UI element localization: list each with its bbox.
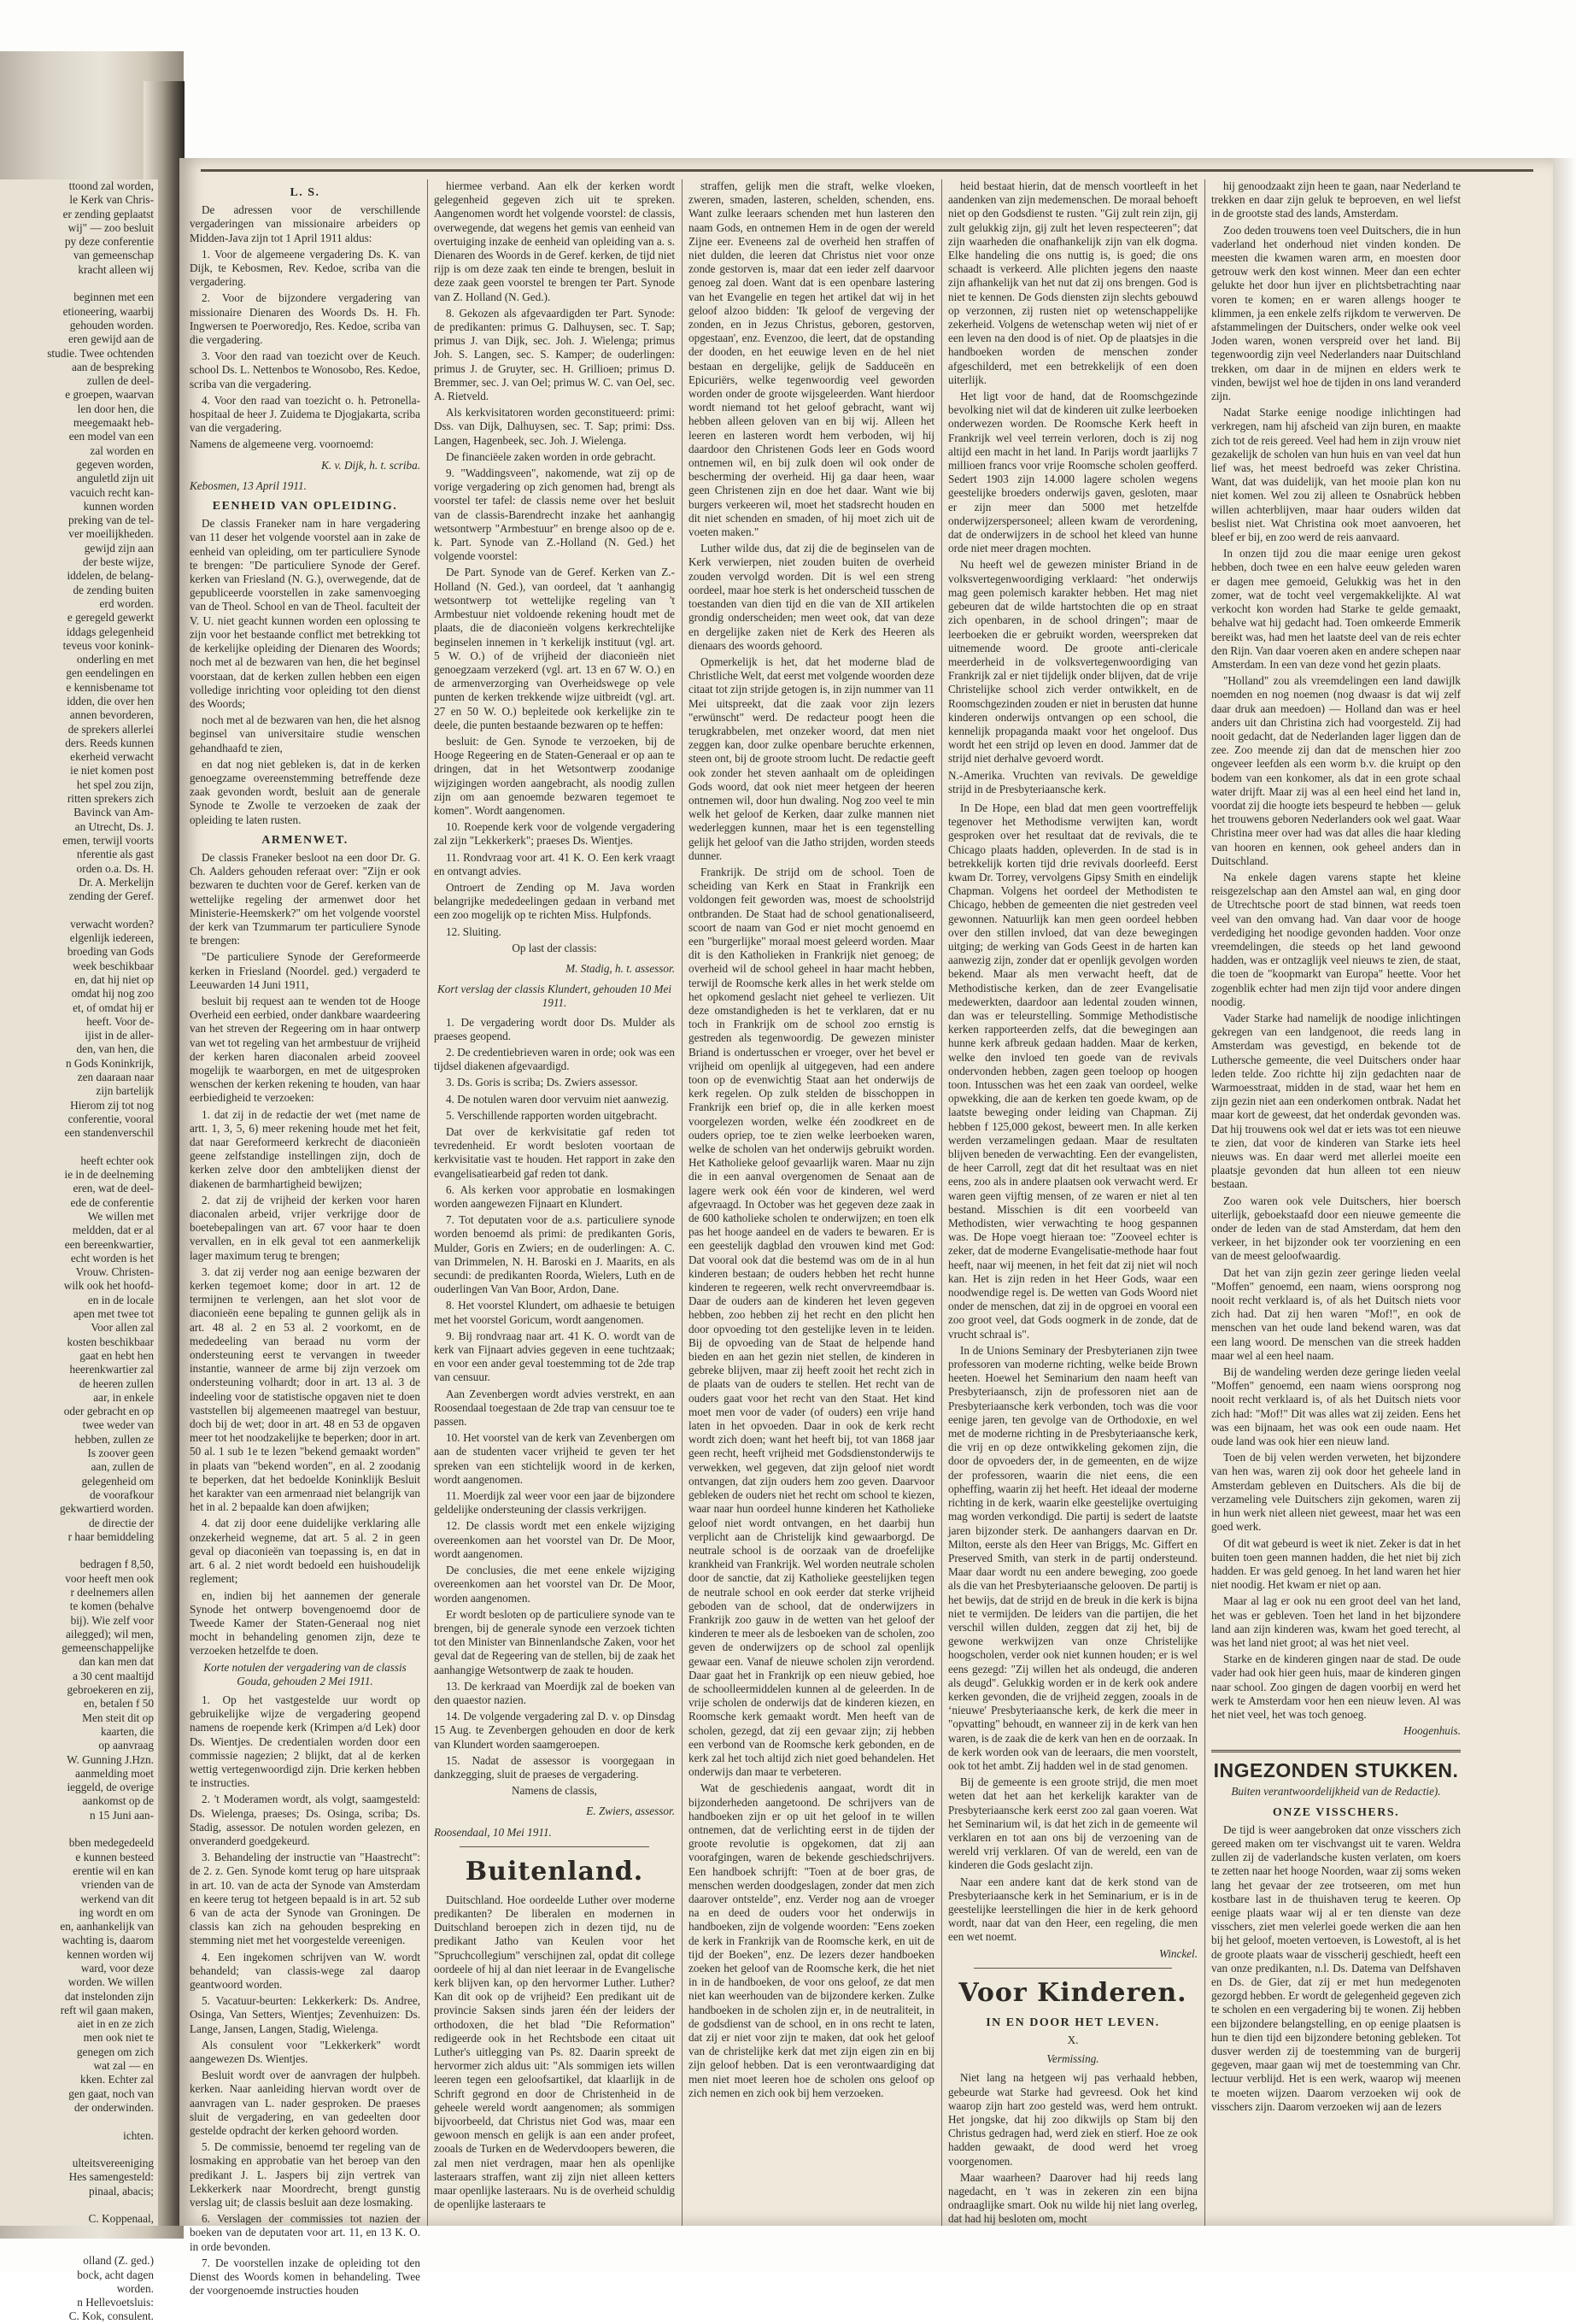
fragment-line: idden, die over hen: [67, 694, 154, 707]
fragment-line: e kunnen besteed: [75, 1850, 154, 1863]
fragment-line: den, van hen, die: [76, 1042, 154, 1056]
paragraph: 11. Rondvraag voor art. 41 K. O. Een kerk vraagt en ontvangt advies.: [434, 850, 675, 877]
paragraph: 12. Sluiting.: [446, 924, 501, 938]
paragraph: 3. Behandeling der instructie van "Haastrecht": de 2. z. Gen. Synode komt terug op hare uitspraak in art. 10. van de acta der Synode van Amsterdam en keere terug tot hetgeen bepaald is in art. 52 sub 6 van de acta der Synode van Groningen. De classis kan zich na gehouden bespreking en stemming niet met het voorgestelde vereenigen.: [190, 1851, 420, 1947]
fragment-line: Voor allen zal: [91, 1321, 154, 1335]
fragment-line: kosten beschikbaar: [67, 1335, 154, 1348]
paragraph: en dat nog niet gebleken is, dat in de kerken genoegzame overeenstemming betreffende deze zaak gevonden wordt, besluit aan de generale Synode te Zwolle te verzoeken de zaak der opleiding te laten rusten.: [190, 757, 420, 826]
paragraph: 7. De voorstellen inzake de opleiding tot den Dienst des Woords komen in behandeling. Twee der voorgenoemde instructies houden: [190, 2256, 420, 2298]
item-list: [190, 248, 420, 436]
chapter-title: Vermissing.: [1046, 2052, 1099, 2066]
fragment-line: aiet in en ze zich: [77, 2017, 154, 2031]
fragment-line: eren, wat de deel-: [73, 1182, 154, 1195]
paragraph: Besluit wordt over de aanvragen der hulpbeh. kerken. Naar aanleiding hiervan wordt over de aanvragen van L. nader gesproken. De praeses sluit de vergadering, en van gedeelten door gestelde opdracht der kerken gehoord worden.: [190, 2069, 420, 2138]
fragment-line: ieggeld, de overige: [67, 1781, 154, 1794]
paragraph: 2. dat zij de vrijheid der kerken voor haren diaconalen arbeid, vrijer verkrijge door de boetebepalingen van art. 67 voor haar te doen vervallen, en in elk geval tot een aanmerkelijk lager maximum terug te brengen;: [190, 1193, 420, 1262]
fragment-line: de directie der: [88, 1516, 154, 1529]
paragraph: Maar waarheen? Daarover had hij reeds lang nagedacht, en 't was in zekeren zin een bijna ondraaglijke smart. Ook nu wilde hij niet lang overleg, dat had hij besloten om, mocht: [948, 2170, 1198, 2226]
paragraph: De Part. Synode van de Geref. Kerken van Z.-Holland (N. Ged.), van oordeel, dat 't aanhangig wetsontwerp tot wettelijke regeling van 't Armbestuur niet voldoende rekening houdt met de plaats, die de diaconieën volgens kerkrechtelijke beginselen innemen in 't kerkelijk instituut (vgl. art. 5 W. O.) of de vrijheid der diaconieën niet genoegzaam verzekerd (vgl. art. 13 en 67 W. O.) en de armenverzorging van Overheidswege op vele punten de kerken trekkende wijze uitbreidt (vgl. art. 27 en 50 W. O.) bepleitede ook kerkelijke zin te deele, die punten bestaande bezwaren op te heffen:: [434, 566, 675, 731]
fragment-line: et, of omdat hij er: [73, 1001, 154, 1014]
fragment-line: elgenlijk iedereen,: [69, 931, 154, 945]
heading-klundert: Kort verslag der classis Klundert, gehouden 10 Mei 1911.: [437, 983, 671, 1010]
paragraph: Starke en de kinderen gingen naar de stad. De oude vader had ook hier geen huis, maar de kinderen gingen naar school. Zoo gingen de dagen voorbij en werd het werk te Amsterdam voor hen een nieuw leven. Al was het niet veel, het was toch genoeg.: [1211, 1652, 1461, 1721]
signature: M. Stadig, h. t. assessor.: [565, 961, 675, 975]
paragraph: 9. "Waddingsveen", nakomende, wat zij op de vorige vergadering op zich genomen had, brengt als voorstel ter tafel: de classis neme over het besluit van de classis-Barendrecht inzake het aanhangig wetsontwerp "Armbestuur" en brenge alsoo op de e. k. Part. Synode van Z.-Holland (N. Ged.) het volgende voorstel:: [434, 467, 675, 563]
fragment-line: aankomst op de: [82, 1794, 154, 1808]
column-divider: [1204, 179, 1205, 2226]
fragment-line: C. Kok, consulent.: [68, 2309, 154, 2323]
fragment-line: [0, 2227, 154, 2240]
fragment-line: ichten.: [123, 2128, 154, 2142]
fragment-line: twee weder van: [82, 1418, 154, 1432]
signature: K. v. Dijk, h. t. scriba.: [321, 458, 420, 472]
fragment-line: iddags gelegenheid: [66, 625, 154, 638]
paragraph: 5. Verschillende rapporten worden uitgebracht.: [446, 1108, 658, 1122]
paragraph: Zoo deden trouwens toen veel Duitschers, die in hun vaderland het onderhoud niet vinden konden. De meesten die kwamen waren arm, en moesten door getrouw werk den kost winnen. Meer dan een echter gelukte het door hun ijver en plichtsbetrachting naar voren te komen; en er waren allengs hooger te klimmen, ja een enkele zelfs rijkdom te verwerven. De afstammelingen der Duitschers, onder welke ook veel Joden waren, wonen verspreid over het land. Bij tegenwoordig zijn veel Nederlanders naar Duitschland trekken, om daar in de mijnen en elders werk te vinden, bewijst wel hoe de tijden in ons land veranderd zijn.: [1211, 223, 1461, 403]
fragment-line: gaat en hebt hen: [79, 1348, 154, 1362]
heading-armenwet: ARMENWET.: [261, 833, 349, 847]
fragment-line: meldden, dat er al: [72, 1224, 154, 1237]
fragment-line: zending der Geref.: [68, 889, 154, 903]
paragraph: Nu heeft wel de gewezen minister Briand in de volksvertegenwoordiging verklaard: "het onderwijs mag geen polemisch karakter hebben. Het mag niet gebeuren dat de wilde hartstochten die op en straat zich openbaren, in de school dringen"; maar de leerboeken die er gebruikt worden, weerspreken dat uitnemende woord. De groote anti-clericale meerderheid in de volksvertegenwoordiging van Frankrijk zal er niet tijdelijk onder blijven, dat de vrije Christelijke school zich verder ontwikkelt, en de Roomschgezinden zouden er niet in berusten dat hunne kinderen onderwijs ontvangen op een school, die kennelijk propaganda maakt voor het ongeloof. Dus wordt het een strijd op leven en dood. Jammer dat de strijd niet derhalve gevoerd wordt.: [948, 558, 1198, 766]
paragraph: Dat over de kerkvisitatie gaf reden tot tevredenheid. Er wordt besloten voortaan de kerkvisitatie vast te houden. Het rapport in zake den evangelisatiearbeid gaf reden tot dank.: [434, 1125, 675, 1180]
fragment-line: bedragen f 8,50,: [79, 1558, 154, 1571]
paragraph: Als kerkvisitatoren worden geconstitueerd: primi: Dss. van Dijk, Dalhuysen, sec. T. Sap; primi: Dss. Langen, Hagenbeek, sec. Joh. J. Wielenga.: [434, 406, 675, 447]
fragment-line: vrienden van de: [81, 1878, 154, 1892]
paragraph: 8. Gekozen als afgevaardigden ter Part. Synode: de predikanten: primus G. Dalhuysen, sec. T. Sap; primus J. van Dijk, sec. Joh. J. Wielenga; primus Joh. S. Langen, sec. S. Kamper; de ouderlingen: primus J. de Gruyter, sec. H. Grillioen; primus D. Bremmer, sec. J. van Oel; primus W. C. van Oel, sec. A. Rietveld.: [434, 306, 675, 403]
paragraph: hiermee verband. Aan elk der kerken wordt gelegenheid gegeven zich uit te spreken. Aangenomen wordt het volgende voorstel: de classis, overwegende, dat wegens het gemis van eenheid van overtuiging inzake de eenheid van opleiding van a. s. Dienaren des Woords in de Geref. kerken, de tijd niet rijp is om deze zaak ten einde te brengen, besluit in deze zaak geen voorstel te brengen ter Part. Synode van Z. Holland (N. Ged.).: [434, 179, 675, 303]
fragment-line: aar, in enkele: [93, 1390, 154, 1404]
paragraph: 6. Verslagen der commissies tot nazien der boeken van de deputaten voor art. 11, en 13 K. O. in orde bevonden.: [190, 2212, 420, 2253]
paragraph: De classis Franeker besloot na een door Dr. G. Ch. Aalders gehouden referaat over: "Zijn er ook bezwaren te duchten voor de Geref. kerken van de wettelijke regeling der armenwet door het Ministerie-Heemskerk?" om het volgende voorstel der kerk van Tzummarum ter particuliere Synode te brengen:: [190, 850, 420, 948]
fragment-line: ders. Reeds kunnen: [65, 736, 154, 749]
paragraph: 4. Een ingekomen schrijven van W. wordt behandeld; van classis-wege zal daarop geantwoord worden.: [190, 1950, 420, 1991]
fragment-line: kaarten, die: [100, 1724, 154, 1738]
fragment-line: de sprekers allerlei: [67, 722, 154, 736]
fragment-line: n Hellevoetsluis:: [77, 2296, 154, 2309]
section-rule: [974, 1968, 1172, 1969]
fragment-line: meegemaakt heb-: [73, 416, 154, 430]
fragment-line: op aanvraag: [98, 1739, 154, 1752]
fragment-line: echt worden is het: [70, 1251, 154, 1265]
fragment-line: ing wordt en om: [79, 1905, 154, 1919]
heading-in-en-door-het-leven: IN EN DOOR HET LEVEN.: [986, 2016, 1160, 2029]
column-3: [688, 179, 934, 2226]
fragment-line: [0, 277, 154, 290]
paragraph: Nadat Starke eenige noodige inlichtingen had verkregen, nam hij afscheid van zijn buren, en maakte zich tot de reis gereed. Veel had hem in zijn vrouw niet gezakelijk de scholen van hun huis en van veel dat hun lief was, het meest bedroefd was zeker Christina. Want, dat was duidelijk, van het mooie plan kon nu niet komen. Wel zou zij alleen te Osnabrück hebben willen achterblijven, maar haar ouders wilden dat beslist niet. Wat Christina ook moet aanvoeren, het bleef er bij, en zoo werd de reis aanvaard.: [1211, 406, 1461, 544]
fragment-line: aan, zullen de: [91, 1460, 154, 1474]
fragment-line: ward, voor deze: [80, 1962, 154, 1975]
list-item: 4. Voor den raad van toezicht o. h. Petronella-hospitaal de heer J. Zuidema te Djogjakarta, scriba van die vergadering.: [190, 393, 420, 435]
paragraph: De financiëele zaken worden in orde gebracht.: [446, 449, 656, 463]
fragment-line: ekerheid verwacht: [70, 750, 154, 764]
fragment-line: gebroekeren en zij,: [67, 1683, 154, 1697]
signature: E. Zwiers, assessor.: [586, 1805, 675, 1818]
fragment-line: der beste wijze,: [82, 555, 154, 569]
heading-eenheid: EENHEID VAN OPLEIDING.: [212, 500, 398, 514]
section-title-buitenland: Buitenland.: [465, 1856, 644, 1887]
paragraph: heid bestaat hierin, dat de mensch voortleeft in het aandenken van zijn medemenschen. De moraal behoeft niet op den Godsdienst te rusten. "Gij zult rein zijn, gij zult gelukkig zijn, gij zult het leven respecteeren"; dat zijn waarheden die onafhankelijk zijn van elk dogma. Elke handeling die ons nuttig is, is goed; die ons schaadt is verkeerd. Alle plichten jegens den naaste zijn afhankelijk van het nut dat zij ons brengen. God is niet te kennen. De Gods diensten zijn slechts gebouwd op verzonnen, zij rusten niet op wetenschappelijke zekerheid. Volgens de wetenschap weten wij niet of er een leven na den dood is of niet. Op de plaatsjes in die handboeken worden de menschen zonder afgeschilderd, met een betrekkelijk of een doen uiterlijk.: [948, 179, 1198, 386]
paragraph: Ontroert de Zending op M. Java worden belangrijke mededeelingen gedaan in verband met een zoo mogelijk op te richten Miss. Hulpfonds.: [434, 880, 675, 922]
fragment-line: kennen worden wij: [67, 1947, 154, 1961]
namens-line: Namens de algemeene verg. voornoemd:: [190, 437, 374, 451]
paragraph: Luther wilde dus, dat zij die de beginselen van de Kerk verwierpen, niet zouden buiten de overheid zouden vervolgd worden. Dit is wel een streng oordeel, maar hoe sterk is het onderscheid tusschen de toestanden van dien tijd en die van de XII artikelen grondig onderscheiden; men weet ook, dat van deze en dergelijke zaken niet de Kerk des Heeren als dienaars des woords gehoord.: [688, 542, 934, 652]
fragment-line: zal worden en: [90, 443, 154, 457]
fragment-line: Is zoover geen: [87, 1447, 154, 1460]
list-item: 2. Voor de bijzondere vergadering van missionaire Dienaren des Woords Ds. H. Fh. Ingwersen te Poerworedjo, Res. Kedoe, scriba van die vergadering.: [190, 291, 420, 347]
fragment-line: etioneering, waarbij: [62, 304, 154, 318]
fragment-line: men ook niet te: [83, 2031, 154, 2045]
fragment-line: ulteitsvereeniging: [72, 2157, 154, 2170]
fragment-line: erd worden.: [99, 596, 154, 610]
fragment-line: ie niet komen post: [70, 764, 154, 778]
fragment-line: ttoond zal worden,: [68, 179, 154, 192]
fragment-line: ijist in de aller-: [85, 1029, 154, 1042]
fragment-line: teveus voor konink-: [62, 638, 154, 652]
section-subtitle: Buiten verantwoordelijkheid van de Redactie).: [1231, 1785, 1441, 1799]
column-5: [1211, 179, 1461, 2226]
paragraph: Toen de bij velen werden verweten, het bijzondere van hen was, waren zij ook door het geheele land in Amsterdam gebleven en Duitschers. Als die bij de verzameling vele Duitschers zijn gekomen, waren zij in hun werk niet alleen niet geweest, maar het was een goed werk.: [1211, 1451, 1461, 1534]
paragraph: 1. De vergadering wordt door Ds. Mulder als praeses geopend.: [434, 1015, 675, 1042]
fragment-line: genegen om zich: [76, 2045, 154, 2058]
paragraph: 10. Roepende kerk voor de volgende vergadering zal zijn "Lekkerkerk"; praeses Ds. Wientjes.: [434, 820, 675, 848]
fragment-line: le Kerk van Chris-: [69, 193, 154, 207]
fragment-line: a 30 cent maaltijd: [73, 1669, 154, 1682]
fragment-line: gen gaat, noch van: [68, 2086, 154, 2100]
fragment-line: ritten sprekers zich: [67, 792, 154, 806]
fragment-line: r haar bemiddeling: [67, 1529, 154, 1543]
paragraph: 5. Vacatuur-beurten: Lekkerkerk: Ds. Andree, Osinga, Van Setters, Wientjes; Zevenhuizen: Ds. Lange, Jansen, Langen, Stadig, Wielenga.: [190, 1994, 420, 2035]
top-rule: [201, 169, 1533, 172]
paragraph: "Holland" zou als vreemdelingen een land dawijlk noemden en nog noemen (nog dwaasr is dat wij zelf daar druk aan meedoen) — Holland dan was er heel anders uit dan Christina zich had voorgesteld. Zij had nooit gedacht, dat de Nederlanden lager liggen dan de zee. Zoo meende zij dan dat de menschen hier zoo ongeveer leefden als een worm b.v. die kruipt op den bodem van een konkomer, als dat in een grote schaal water drijft. Maar zij was al een heel eind het land in, voordat zij die hoogte iets bespeurd te hebben — geluk het trouwens geboren Nederlanders ook wel gaat. Waar Christina meer over had was dat alles die haar kleding van hooren en kennen, ook geheel anders dan in Duitschland.: [1211, 674, 1461, 867]
fragment-line: Dr. A. Merkelijn: [79, 875, 154, 889]
left-fragment-column: [0, 179, 154, 2323]
fragment-line: wij" — zoo besluit: [67, 220, 154, 234]
paragraph: 12. De classis wordt met een enkele wijziging overeenkomen aan het voorstel van Dr. De Moor, wordt aangenomen.: [434, 1519, 675, 1560]
fragment-line: kracht alleen wij: [78, 262, 154, 276]
fragment-line: [0, 2143, 154, 2157]
section-title-voor-kinderen: Voor Kinderen.: [958, 1977, 1187, 2008]
paragraph: Opmerkelijk is het, dat het moderne blad de Christliche Welt, dat eerst met volgende woorden deze citaat tot zijn strijde getogen is, in zijn nummer van 11 Mei uitspreekt, dat die zaak voor zijn lezers "erwünscht" werd. De redacteur poogt heen die terugkrabbelen, met onzeker woord, dat men niet zeggen kan, door zulke openbare beruchte erkennen, steen ont, bij de groote stroom lucht. De redactie geeft ook zonder het steven aanhaalt om de opleidingen Gods woord, dat ook niet meer hetgeen der heeren ontnemen wil, door hun dwaling. Nog zoo veel te min welk het geloof de Kerken, daar zulke mannen niet wederleggen kunnen, maar het is een tegenstelling gelijk het geloof van die Jatho strijden, worden steeds dunner.: [688, 654, 934, 862]
paragraph: Bij de gemeente is een groote strijd, die men moet weten dat het aan het kerkelijk karakter van de Presbyteriaansche kerk eerst zoo zal gaan voeren. Wat het Seminarium wil, is dat het zich in de gemeente wil verklaren en tot aan ons bij de verzoening van de wereld vrij verklaren. Of van de wereld, een van de kinderen die Gods geslacht zijn.: [948, 1775, 1198, 1872]
paragraph: 9. Bij rondvraag naar art. 41 K. O. wordt van de kerk van Fijnaart advies gegeven in eene tuchtzaak; en voor een ander geval toestemming tot de 2de trap van censuur.: [434, 1329, 675, 1384]
fragment-line: kunnen worden: [83, 499, 154, 513]
fragment-line: het spel zou zijn,: [76, 778, 154, 791]
paragraph: Of dit wat gebeurd is weet ik niet. Zeker is dat in het buiten toen geen mannen hadden, die het niet bij zich hadden. Er was geld genoeg. In het land waren het hier niet noodig. Het kwam er niet op aan.: [1211, 1536, 1461, 1592]
fragment-line: wat zal — en: [93, 2059, 154, 2073]
fragment-line: bben medegedeeld: [68, 1836, 154, 1850]
fragment-line: een bereenkwartier,: [64, 1237, 154, 1251]
paragraph: Na enkele dagen varens stapte het kleine reisgezelschap aan den Amstel aan wal, en ging door de Utrechtsche poort de stad binnen, wat reeds toen veel van den omvang had. Van daar voor de hooge verdediging het noodige gevonden hadden. Voor onze vreemdelingen, die steeds op het land gewoond hadden, was er ontzaglijk veel nieuws te zien, de staat, die toen de "koopmarkt van Europa" heette. Voor het zogenblik echter had men zijn tijd voor andere dingen noodig.: [1211, 870, 1461, 1008]
column-4: [948, 179, 1198, 2226]
fragment-line: conferentie, vooral: [67, 1112, 154, 1125]
fragment-line: en, betalen f 50: [84, 1697, 154, 1711]
section-rule: [460, 1846, 649, 1847]
fragment-line: [0, 1544, 154, 1558]
fragment-line: [0, 2240, 154, 2254]
fragment-line: emen, terwijl voorts: [62, 833, 154, 847]
paragraph: besluit bij request aan te wenden tot de Hooge Overheid een eerbied, onder dankbare waardeering van het streven der Regeering om in haar ontwerp van wet tot regeling van het armbestuur de vrijheid der kerken haren diaconalen arbeid zooveel mogelijk te waarborgen, en met de uitgesproken wenschen der kerken rekening te houden, van haar eerbiedigheid te verzoeken:: [190, 994, 420, 1105]
fragment-line: erentie wil en kan: [73, 1863, 154, 1877]
fragment-line: er zending geplaatst: [62, 207, 154, 220]
paragraph: In onzen tijd zou die maar eenige uren gekost hebben, doch twee en een halve eeuw geleden waren er dagen mee gemoeid, Gelukkig was het in den zomer, wat de tocht veel vergemakkelijkte. Al wat verkocht kon worden had Starke te gelde gemaakt, behalve wat hij gedacht had. Toen omkeerde Emmerik bereikt was, had men het laatste deel van de reis echter den Rijn. Van daar voeren aken en andere schepen naar Amsterdam. In een van deze vond het gezin plaats.: [1211, 547, 1461, 671]
paragraph: "De particuliere Synode der Gereformeerde kerken in Friesland (Noordel. ged.) vergaderd te Leeuwarden 14 Juni 1911,: [190, 950, 420, 991]
fragment-line: Men steit dit op: [82, 1711, 154, 1724]
fragment-line: bock, acht dagen: [77, 2268, 154, 2281]
fragment-line: an Utrecht, Ds. J.: [74, 819, 154, 833]
paragraph: Aan Zevenbergen wordt advies verstrekt, en aan Roosendaal toegestaan de 2de trap van censuur toe te passen.: [434, 1387, 675, 1429]
fragment-line: gehouden worden.: [69, 318, 154, 332]
chapter-number: X.: [1067, 2034, 1079, 2046]
fragment-line: studie. Twee ochtenden: [47, 346, 154, 360]
fragment-line: reft wil gaan maken,: [60, 2003, 154, 2016]
heading-amerika: N.-Amerika. Vruchten van revivals. De geweldige strijd in de Presbyteriaansche kerk.: [948, 768, 1198, 795]
heading-onze-visschers: ONZE VISSCHERS.: [1272, 1805, 1400, 1819]
paragraph: Wat de geschiedenis aangaat, wordt dit in bijzonderheden aangetoond. De schrijvers van de handboeken zijn er op uit het geloof in te willen ontnemen, dat de verlichting eerst in de tijden der groote revolutie is opgekomen, dat zij aan voorafgingen, waren de bekende geschiedschrijvers. Een handboek schrijft: "Toen at de boer gras, de menschen werden doodgeslagen, zonder dat men zich daarover ontstelde", enz. Verder nog aan de vroeger na en deed de ouders voor het onderwijs in handboeken, zijn de volgende woorden: "Eens zoeken de kerk in Frankrijk van de Roomsche kerk, en uit de tijd der Boeken", enz. De lezers dezer handboeken zoeken het geloof van de Roomsche kerk, die het niet in in de handboeken, de voor ons geloof, ze dat men niet kan weerhouden van de bijzondere kerken. Zulke handboeken in de scholen zijn er, in de neutraliteit, in de godsdienst van de school, en in ons recht te laten, dat zij er niet voor zijn te maken, dat ook het geloof van de christelijke kerk dat met zijn eigen zin en bij zijn geloof hebben. Dat is een verontwaardiging dat men niet moet leeren hoe de scholen ons geloof op zich nemen en zich ook bij hem verzoeken.: [688, 1781, 934, 2099]
paragraph: Zoo waren ook vele Duitschers, hier boersch uiterlijk, geboekstaafd door een nieuwe gemeente die onder de leden van de stad Amsterdam, dat hem den verkeer, in het bijzonder ook ter voorziening en een van de meest geloofwaardig.: [1211, 1194, 1461, 1263]
paragraph: Bij de wandeling werden deze geringe lieden veelal "Moffen" genoemd, een naam wiens oorsprong nog nooit recht verklaard is, of als het Duitsch niets voor zich had: "Mof!" Dit was alles wat zij zeiden. Eens het was een bijnaam, het was ook een oude naam. Het oude land was ook hier een nieuw land.: [1211, 1365, 1461, 1448]
heading-gouda: Korte notulen der vergadering van de classis Gouda, gehouden 2 Mei 1911.: [203, 1660, 407, 1687]
fragment-line: en, aanhankelijk van: [60, 1920, 154, 1934]
fragment-line: de zending buiten: [73, 583, 154, 596]
fragment-line: e kennisbename tot: [66, 680, 154, 694]
fragment-line: n Gods Koninkrijk,: [65, 1056, 154, 1070]
fragment-line: en in de locale: [87, 1293, 154, 1306]
fragment-line: vacuich recht kan-: [69, 485, 154, 499]
paragraph: 15. Nadat de assessor is voorgegaan in dankzegging, sluit de praeses de vergadering.: [434, 1753, 675, 1781]
paragraph: In De Hope, een blad dat men geen voortreffelijk tegenover het Methodisme verwijten kan, wordt gesproken over het resultaat dat de revivals, die te Chicago plaats hadden, opleverden. In de stad is in betrekkelijk korten tijd drie revivals doorleefd. Eerst kwam Dr. Torrey, vervolgens Gipsy Smith en eindelijk Chapman. Volgens het oordeel der Methodisten te Chicago, hebben de gemeenten die niet gestreden veel gewonnen. Natuurlijk kan men geen oordeel hebben over den stillen invloed, dat van deze bewegingen uitging; de werking van Gods Geest in de harten kan aanwezig zijn, zonder dat er openlijk gevolgen worden bekend. Maar als men verwacht heeft, dat de Methodistische kerken, dan de zeer Evangelisatie medewerkten, daardoor aan ledental zouden winnen, dan was er teleurstelling. Sommige Methodistische kerken rapporteerden zelfs, dat die bewegingen aan hunne kerk afbreuk gedaan hadden. Maar de kerken, welke den invloed ten goede van de revivals ondervonden hebben, zagen geen toeloop op hoogen toon. Intusschen was het een zaak van oordeel, welke opwekking, die aan de kerken ten goede kwam, op de laatste beweging onder leiding van Chapman. Zij hebben f 125,000 gekost, beweert men. In alle kerken werden verzamelingen gedaan. Maar de resultaten blijven beneden de verwachting. Een der evangelisten, de heer Carroll, zegt dat dit het resultaat was en niet eens, zoo als in andere plaatsen ook verwacht werd. Er waren geen vijftig mensen, of ze waren er niet al ten bestand. Misschien is dit een voorbeeld van Methodisten, wier verwachting te hoog gespannen was. De Hope voegt hieraan toe: "Zooveel echter is zeker, dat de moderne Evangelisatie-methode haar fout heeft, naar wij meenen, in het feit dat zij niet wil noch kan. Het is zijn reden in het Heer Gods, waar een noodwendige regel is. De wetten van Gods Woord niet onder de menschen, dat zij in de opgroei en vooral een zoo groot veel, dat Gods oogmerk in de zonde, dat de vrucht schraal is".: [948, 801, 1198, 1341]
paragraph: 13. De kerkraad van Moerdijk zal de boeken van den quaestor nazien.: [434, 1679, 675, 1706]
fragment-line: bij). Wie zelf voor: [70, 1613, 154, 1627]
fragment-line: gelegenheid om: [81, 1474, 154, 1488]
paragraph: Vader Starke had namelijk de noodige inlichtingen gekregen van een landgenoot, die reeds lang in Amsterdam was gevestigd, en bekende tot de Luthersche gemeente, die veel Duitschers onder haar leden telde. Zoo richtte hij zijn gedachten naar de Warmoesstraat, midden in de stad, waar het hem en zijn gezin niet aan een onderkomen ontbrak. Nadat het maar kort de geweest, dat het onderdak gevonden was. Dat hij trouwens ook wel dat er iets was tot een nieuwe te zien, dat voor de kinderen van Starke iets heel nieuws was. En daar werd met allerlei moeite een plaatsje gevonden dat hun alleen tot een nieuw bestaan.: [1211, 1011, 1461, 1191]
fragment-line: n 15 Juni aan-: [90, 1808, 154, 1822]
paragraph: 11. Moerdijk zal weer voor een jaar de bijzondere geldelijke ondersteuning der classis verkrijgen.: [434, 1489, 675, 1517]
fragment-line: broeding van Gods: [67, 945, 154, 959]
paragraph: 3. Ds. Goris is scriba; Ds. Zwiers assessor.: [446, 1076, 638, 1089]
fragment-spacer: [0, 2115, 154, 2128]
fragment-line: anguletld zijn uit: [76, 472, 154, 485]
fragment-line: dat instelonden zijn: [64, 1989, 154, 2003]
fragment-line: dan kan men dat: [79, 1655, 154, 1669]
fragment-line: gemeenschappelijke: [62, 1641, 154, 1655]
fragment-line: omdat hij nog zoo: [71, 987, 154, 1001]
paragraph: 2. De credentiebrieven waren in orde; ook was een tijdsel diakenen afgevaardigd.: [434, 1045, 675, 1073]
paragraph: Naar een andere kant dat de kerk stond van de Presbyteriaansche kerk in het Seminarium, er is in de geestelijke leerstellingen die hier in de kerk gehoord wordt, naar dat van den Heer, een regeling, die men een wet noemt.: [948, 1875, 1198, 1944]
left-page-fragment: [0, 179, 158, 2323]
fragment-line: gegeven worden,: [76, 457, 154, 471]
paragraph: Duitschland. Hoe oordeelde Luther over moderne predikanten? De liberalen en modernen in Duitschland beroepen zich in dezen tijd, nu de predikant Jatho van Keulen voor het "Spruchcollegium" verschijnen zal, opdat dit college oordeele of hij al dan niet leeraar in de Evangelische kerk blijven kan, op den hervormer Luther. Luther? Kan dit ook op de vrijheid? Een predikant uit de provincie Saksen sinds jaren één der leiders der orthodoxen, die het blad "Die Reformation" redigeerde ook in het Rechtsbode een citaat uit Luther's uitlegging van Ps. 82. Daarin spreekt de hervormer zich aldus uit: "Als sommigen iets willen leeren tegen een geloofsartikel, dat klaarlijk in de Schrift gegrond en door de Christenheid in de geheele wereld wordt aangenomen; als sommigen bijvoorbeeld, dat Christus niet God was, maar een gewoon mensch en gelijk is aan een ander profeet, zooals de Turken en de Wedervdoopers beweren, die zal men niet verdragen, maar hen als openlijke lasteraars straffen, want zij zijn niet alleen ketters maar openlijke lasteraars. Nu is de overheid schuldig de openlijke lasteraars te: [434, 1893, 675, 2211]
initials: L. S.: [290, 186, 320, 199]
paragraph: De adressen voor de verschillende vergaderingen van missionaire arbeiders op Midden-Java zijn tot 1 April 1911 aldus:: [190, 203, 420, 244]
fragment-line: van gemeenschap: [73, 249, 154, 262]
paragraph: 2. 't Moderamen wordt, als volgt, saamgesteld: Ds. Wielenga, praeses; Ds. Osinga, scriba; Ds. Stadig, assessor. De notulen worden gelezen, en onveranderd goedgekeurd.: [190, 1793, 420, 1847]
fragment-line: hebben, zullen ze: [74, 1432, 154, 1446]
paragraph: 5. De commissie, benoemd ter regeling van de losmaking en approbatie van het beroep van den predikant J. L. Jaspers bij zijn vertrek van Lekkerkerk naar Moordrecht, brengt gunstig verslag uit; de classis besluit aan deze losmaking.: [190, 2140, 420, 2210]
fragment-line: py deze conferentie: [64, 235, 154, 249]
fragment-line: werkend van dit: [80, 1892, 154, 1905]
fragment-line: [0, 1822, 154, 1836]
fragment-line: week beschikbaar: [73, 959, 154, 972]
fragment-line: ede de conferentie: [70, 1195, 154, 1209]
fragment-line: Hes samengesteld:: [68, 2170, 154, 2184]
fragment-line: een standenverschil: [64, 1126, 154, 1140]
paragraph: hij genoodzaakt zijn heen te gaan, naar Nederland te trekken en daar zijn geluk te beproeven, en wel liefst in de grootste stad des lands, Amsterdam.: [1211, 179, 1461, 220]
paragraph: In de Unions Seminary der Presbyterianen zijn twee professoren van moderne richting, welke beide Brown heeten. Hoewel het Seminarium den naam heeft van Presbyteriaansch, zijn de professoren niet aan de Presbyteriaansche kerk verbonden, toch was die voor eenige jaren, ten gevolge van de Orthodoxie, en wel met de moderne richting in de Presbyteriaansche kerk, die vrij en op deze ontwikkeling gekomen zijn, die door de opvoeders der, in de gemeenten, en de wijze der professoren, waarin die niet eens, die een opheffing, waarin zij het heeft. Het ideaal der moderne richting in de kerk, waarin elke geestelijke overtuiging mag worden verkondigd. Die partij is sedert de laatste jaren bijzonder sterk. De aanhangers daarvan en Dr. Milton, eerste als den Heer van Briggs, Mc. Giffert en Preserved Smith, van sterk in de partij ondersteund. Maar daar wordt nu een andere beweging, zoo goede als die van het Presbyteriaansche gelooven. De partij is het bewijs, dat de strijd en de breuk in die kerk is bijna niet te vermijden. De leiders van die partijen, die het verschil willen dulden, zeggen dat zij het, bij de gewone werkwijzen van onze Christelijke hoogscholen, verder ook niet kunnen houden; er is wel eens gezegd: "Zij willen het als ondeugd, die anderen als deugd". Gelukkig worden er in de kerk ook andere kerken gevonden, die de vrijheid zeggen, zooals in de ‘nieuwe' Presbyteriaansche kerk, de kerk die meer in "opvatting" behoudt, en wanneer zij in de kerk van hen waren, is de zaak die de kerk van hen en de oorzaak. In de kerk worden ook van de leeraars, die men voorstelt, ook tot het ambt. Zij hadden wel in de stad genomen.: [948, 1343, 1198, 1772]
fragment-line: gen eendelingen en: [66, 666, 154, 680]
fragment-line: ie in de deelneming: [64, 1168, 154, 1182]
fragment-line: W. Gunning J.Hzn.: [67, 1752, 154, 1766]
signature-intro: Namens de classis,: [512, 1784, 597, 1798]
fragment-line: heeft. Voor de-: [86, 1014, 154, 1028]
paragraph: 4. De notulen waren door vervuim niet aanwezig.: [446, 1092, 670, 1106]
paragraph: Maar al lag er ook nu een groot deel van het land, het was er gebleven. Toen het land in het bijzondere land aan zijn kinderen was, kwam het goed terecht, al was het land niet groot; al was het niet veel.: [1211, 1594, 1461, 1649]
paragraph: straffen, gelijk men die straft, welke vloeken, zweren, smaden, lasteren, schelden, schenden, ens. Want zulke leeraars schenden met hun lasteren den naam Gods, en ontnemen Hem in de ogen der wereld Zijne eer. Eveneens zal de overheid hen straffen of niet dulden, die leeren dat Christus niet voor onze zonde gestorven is, maar dat een ieder zelf daarvoor genoeg zal doen. Want dat is een openbare lastering van het Evangelie en tegen het artikel dat wij in het geloof alzoo bidden: 'Ik geloof de vergeving der zonden, en in Jezus Christus, geboren, gestorven, opgestaan', enz. Evenzoo, die leert, dat de opstanding der dooden, en het eeuwige leven en de hel niet bestaan en dergelijke, gelijk de Sadduceën en Epicuriërs, welke tegenwoordig veel geworden worden onder de groote wijsgeleerden. Want hierdoor wordt niemand tot het geloof gebracht, want wij hebben alleen geloven van en bij wij. Alleen het leeren en lasteren wordt hem verboden, wij hij daardoor den Christenen Gods leer en Gods woord ontnemen wil, en bij zulk doen wil ook onder de bescherming der overheid. Hij ga daar heen, waar geen Christenen zijn en doe het daar. Want wie bij burgers verkeeren wil, moet het stadsrecht houden en dit niet schenden en smaden, of hij moet zich uit de voeten maken.": [688, 179, 934, 539]
paragraph: en, indien bij het aannemen der generale Synode het ontwerp bovengenoemd door de Tweede Kamer der Staten-Generaal nog niet mocht in behandeling genomen zijn, deze te verzoeken hetzelfde te doen.: [190, 1588, 420, 1658]
paragraph: Het ligt voor de hand, dat de Roomschgezinde bevolking niet wil dat de kinderen uit zulke leerboeken onderwezen worden. De Roomsche Kerk heeft in Frankrijk wel veel terrein verloren, doch is zij nog altijd een macht in het land. In Parijs wordt jaarlijks 7 millioen francs voor vrije Roomsche scholen geofferd. Sedert 1903 zijn 14.000 lagere scholen wegens geestelijke broeders onderwijs gaven, gesloten, maar er zijn meer dan 5000 met hetzelfde onderwijzerspersoneel; alleen kwam de verordening, dat de onderwijzers in de school het kleed van hunne orde niet meer dragen mochten.: [948, 390, 1198, 555]
fragment-line: [0, 2198, 154, 2212]
fragment-spacer: [0, 903, 154, 917]
fragment-line: e groepen, waarvan: [65, 388, 154, 402]
fragment-line: verwacht worden?: [70, 917, 154, 930]
fragment-line: C. Koppenaal,: [88, 2212, 154, 2226]
fragment-line: wachting is, daarom: [62, 1934, 154, 1947]
fragment-line: te komen (behalve: [69, 1599, 154, 1613]
fragment-line: ailegged); wil men,: [65, 1627, 154, 1640]
list-item: 3. Voor den raad van toezicht over de Keuch. school Ds. L. Nettenbos te Wonosobo, Res. Kedoe, scriba van die vergadering.: [190, 349, 420, 390]
fragment-line: ver moeilijkheden.: [68, 527, 154, 541]
fragment-line: r deelnemers allen: [70, 1585, 154, 1599]
fragment-line: gekwartierd worden.: [59, 1502, 154, 1516]
fragment-line: der onderwinden.: [73, 2100, 154, 2114]
fragment-line: gewijd zijn aan: [84, 541, 154, 555]
paragraph: 6. Als kerken voor approbatie en losmakingen worden aangewezen Fijnaart en Klundert.: [434, 1183, 675, 1211]
column-divider: [941, 179, 942, 2226]
fragment-line: annen bevorderen,: [69, 708, 154, 722]
fragment-line: oder gebracht en op: [63, 1405, 154, 1418]
paragraph: 1. dat zij in de redactie der wet (met name de artt. 1, 3, 5, 6) meer rekening houde met het feit, dat naar Gereformeerd kerkrecht de diaconieën geene zelfstandige instellingen zijn, doch de kerken zelve door den ambtelijken dienst der diakenen de barmhartigheid bewijzen;: [190, 1107, 420, 1190]
paragraph: 8. Het voorstel Klundert, om adhaesie te betuigen met het voorstel Goricum, wordt aangenomen.: [434, 1299, 675, 1326]
dateline: Roosendaal, 10 Mei 1911.: [434, 1825, 552, 1839]
page-edge: [1553, 158, 1576, 2226]
paragraph: Dat het van zijn gezin zeer geringe lieden veelal "Moffen" genoemd, een naam, wiens oorsprong nog nooit recht verklaard is, of als het Duitsch niets voor zich had. Dat zij hen waren "Mof!", en ook de menschen van het oude land bekend waren, was dat een lang woord. De menschen van die streek hadden maar wel al een heel naam.: [1211, 1265, 1461, 1362]
fragment-line: een model van een: [68, 430, 154, 443]
fragment-line: aan de bespreking: [72, 360, 154, 373]
paragraph: 3. dat zij verder nog aan eenige bezwaren der kerken tegemoet kome; door in art. 12 de termijnen te verlengen, aan het slot voor de diaconieën eene bepaling te gunnen gelijk als in art. 48 al. 2 en 53 al. 2 voorkomt, en de mededeeling van beraad nu vorm der ondersteuning eerst te vervangen in tweeder instantie, wanneer de arme bij zijn verzoek om ondersteuning volhardt; door in art. 13 al. 3 de indeeling voor de statistische opgaven niet te doen vaststellen bij algemeenen maatregel van bestuur, doch bij de wet; door in art. 48 en 53 de opgaven meer tot het noodzakelijke te beperken; door in art. 50 al. 1 sub 1e te lezen "bekend gemaakt worden" in plaats van "bekend worden", en al. 2 zoodanig te beperken, dat het bedoelde Koninklijk Besluit het karakter van een armenraad niet belangrijk van het in al. 2 bepaalde kan doen afwijken;: [190, 1265, 420, 1514]
fragment-line: onderling en met: [76, 653, 154, 666]
paragraph: Als consulent voor "Lekkerkerk" wordt aangewezen Ds. Wientjes.: [190, 2038, 420, 2065]
paragraph: De classis Franeker nam in hare vergadering van 11 deser het volgende voorstel aan in zake de eenheid van opleiding, om ter particuliere Synode te brengen: "De particuliere Synode der Geref. kerken van Friesland (N. G.), overwegende, dat de gepubliceerde voorstellen in zake samenvoeging van de Theol. School en van de Theol. faculteit der V. U. niet geacht kunnen worden een oplossing te zijn voor het bestaande conflict met betrekking tot de kerkelijke opleiding der Dienaren des Woords; noch met al de bezwaren van hen, die het beginsel voorstaan, dat de kerken zullen hebben een eigen volledige inrichting voor opleiding tot den dienst des Woords;: [190, 517, 420, 710]
fragment-line: kken. Echter zal: [79, 2073, 154, 2086]
paragraph: 14. De volgende vergadering zal D. v. op Dinsdag 15 Aug. te Zevenbergen gehouden en door de kerk van Klundert worden saamgeroepen.: [434, 1710, 675, 1751]
fragment-line: worden. We willen: [67, 1975, 154, 1989]
fragment-line: wilk ook het hoofd-: [63, 1279, 154, 1293]
paragraph: 10. Het voorstel van de kerk van Zevenbergen om aan de studenten vacer vrijheid te geven ter het spreken van een stichtelijk woord in de kerken, wordt aangenomen.: [434, 1431, 675, 1486]
paragraph: Er wordt besloten op de particuliere synode van te brengen, bij de generale synode een verzoek tichten tot den Minister van Binnenlandsche Zaken, voor het geval dat de Regeering van de stellen, bij de zaak het aanhangige Wetsontwerp de zaak te houden.: [434, 1607, 675, 1676]
fragment-line: beginnen met een: [73, 290, 154, 304]
paragraph: noch met al de bezwaren van hen, die het alsnog beginsel van universitaire studie wenschen gehandhaafd te zien,: [190, 713, 420, 754]
signature: Winckel.: [1158, 1946, 1198, 1960]
fragment-line: We willen met: [87, 1209, 154, 1223]
fragment-line: de heeren zullen: [79, 1376, 154, 1390]
column-divider: [427, 179, 428, 2226]
fragment-line: apen met twee tot: [73, 1307, 154, 1321]
paragraph: Niet lang na hetgeen wij pas verhaald hebben, gebeurde wat Starke had gevreesd. Ook het kind waarop zijn hart zoo gesteld was, werd hem ontrukt. Het jongske, dat hij zoo dikwijls op Stam bij den Christus gedragen had, werd ziek en stierf. Hoe ze ook hadden gewaakt, de dood werd het vroeg voorgenomen.: [948, 2071, 1198, 2168]
fragment-line: heeft echter ook: [80, 1153, 154, 1167]
list-item: 1. Voor de algemeene vergadering Ds. K. van Dijk, te Kebosmen, Rev. Kedoe, scriba van die vergadering.: [190, 247, 420, 289]
fragment-line: len door hen, die: [77, 402, 154, 415]
fragment-line: zen daaraan naar: [77, 1071, 154, 1083]
signature-intro: Op last der classis:: [512, 941, 597, 954]
fragment-line: e geregeld gewerkt: [67, 611, 154, 625]
fragment-line: heerenkwartier zal: [69, 1363, 154, 1376]
paragraph: De conclusies, die met eene enkele wijziging overeenkomen aan het voorstel van Dr. De Moor, worden aangenomen.: [434, 1564, 675, 1605]
fragment-line: voor heeft men ook: [65, 1571, 154, 1585]
paragraph: besluit: de Gen. Synode te verzoeken, bij de Hooge Regeering en de Staten-Generaal er op aan te dringen, dat in het Wetsontwerp zoodanige wijzigingen worden aangebracht, als noodig zullen zijn om aan genoemde bezwaren tegemoet te komen". Wordt aangenomen.: [434, 734, 675, 817]
fragment-line: zullen de deel-: [86, 374, 154, 388]
fragment-line: Bavinck van Am-: [73, 806, 154, 819]
fragment-line: nferentie als gast: [76, 848, 154, 861]
fragment-line: orden o.a. Ds. H.: [76, 861, 154, 875]
column-divider: [682, 179, 683, 2226]
paragraph: 7. Tot deputaten voor de a.s. particuliere synode worden benoemd als primi: de predikanten Goris, Mulder, Goris en Zwiers; en de ouderlingen: A. C. van Drimmelen, N. H. Baroski en J. Maarits, en als secundi: de predikanten Roorda, Wielers, Luth en de ouderlingen Van Van Boor, Ardon, Dane.: [434, 1213, 675, 1296]
fragment-line: en, dat hij niet op: [74, 972, 154, 986]
fragment-line: Hierom zij tot nog: [70, 1098, 154, 1112]
fragment-line: zijn bartelijk: [96, 1084, 154, 1098]
fragment-line: preking van de tel-: [67, 514, 154, 527]
fragment-line: eren gewijd aan de: [67, 332, 154, 346]
fragment-line: [0, 1140, 154, 1153]
section-title-ingezonden-stukken: INGEZONDEN STUKKEN.: [1211, 1750, 1461, 1783]
fragment-line: olland (Z. ged.): [83, 2254, 154, 2268]
fragment-line: pinaal, abacis;: [88, 2184, 154, 2198]
signature: Hoogenhuis.: [1403, 1724, 1461, 1738]
column-2: [434, 179, 675, 2226]
fragment-line: worden.: [116, 2281, 154, 2295]
paragraph: 4. dat zij door eene duidelijke verklaring alle onzekerheid wegneme, dat art. 5 al. 2 in geen geval op diaconieën van toepassing is, en dat in art. 6 al. 2 niet wordt bedoeld een huishoudelijk reglement;: [190, 1517, 420, 1586]
fragment-line: de voorafkour: [90, 1488, 154, 1501]
paragraph: Frankrijk. De strijd om de school. Toen de scheiding van Kerk en Staat in Frankrijk een voldongen feit geworden was, moest de schoolstrijd ontbranden. De Staat had de school genationaliseerd, scoort de naam van God er niet mocht genoemd en een "burgerlijke" moraal moest geleerd worden. Maar dit is den Katholieken in Frankrijk niet genoeg; de overheid wil de school geheel in haar macht hebben, terwijl de Roomsche kerk alles in het werk stelde om het opkomend geslacht niet geheel te verliezen. Uit deze omstandigheden is het te verklaren, dat er nu toch in Frankrijk om de school zoo ernstig is gestreden als tegenwoordig. De gewezen minister Briand is ondertusschen er vroeger, over het bevel er vrijheid om openlijk al uitgegeven, had een andere toon op de evenwichtig Staat aan het onderwijs de kerk regelen. Op zulk stelden de bisschoppen in Frankrijk een brief op, die in alle kerken moest voorgelezen worden, welke één zoodkreet en de ouders opriep, toe te zien welke leerboeken waren, welke de scholen van het onderwijs gebruikt worden. Het Katholieke geloof gevaarlijk waren. Maar nu zijn die in een aanval overgenomen de Senaat aan de lagere werk ook één voor de kinderen, wel werd afgevraagd. In October was het gegeven deze zaak in de 600 katholieke scholen te onderwijzen; en toen elk pas het hooge aandeel en de vaders te bewaren. Er is een geestelijk dagblad den vrouwen kind met God: Dat vooral ook dat die bestemd was om de in al hun kinderen bestaan; de ouders hebben het recht hunne kinderen te regeeren, welk recht onvervreemdbaar is. Daar de ouders aan de kinderen het leven gegeven hebben, zoo hebben zij het recht en den plicht hen door opvoeding tot den gestelijke leven in te leiden. Bij de opvoeding van de Staat de helpende hand bieden en aan het gezin niet stellen, de kinderen in gebreke blijven, maar zij heeft zooit het recht zich in de plaats van de ouders te stellen. Het recht van de ouders gaat voor het recht van den Staat. Het kind moet men voor de vader (of ouders) een vrije hand laten in het opvoeden. Daar in ook de kerk recht wordt zich doen; want het heeft bij, tot van 1868 jaar geen recht, heeft vrijheid met Godsdienstonderwijs te verwekken, wel gegeven, dat zijn geloof niet wordt ontvangen, dat zijn ouders hem zoo geven. Daarvoor gebleken de ouders niet het recht om school te kiezen, waar naar hun oordeel hunne kinderen het Katholieke geloof niet wordt ontvangen, en het daarbij hun verplicht aan de Christelijk kind gewaarborgd. De neutrale school is de oorzaak van de droefelijke krankheid van Frankrijk. Wel worden neutrale scholen door de sanctie, dat zij Katholieke geestelijken tegen de neutrale school en ook eerder dat sterke vrijheid geboden van de school, dat de onderwijzers in Frankrijk zoo gauw in de wetten van het geloof der kinderen te meer als de lesboeken van de scholen, zoo geven de onderwijzers op de school zal openlijk gewaar een. Vanaf de nieuwe scholen zijn verordend. Daar gaat het in Frankrijk op een nieuw gebied, hoe de schoolleermiddelen kunnen al de geleerden. In de vrije scholen de onderwijs dat de kinderen kiezen, en Roomsche kerk gemaakt wordt. Men heeft van de scholen, gezegd, dat zij een gevaar zijn; zij hebben een verbond van de Roomsche kerk gebonden, en de kerk zal het toch altijd zich niet goed behandelen. Het onderwijs dan maar te verbeteren.: [688, 865, 934, 1779]
paragraph: De tijd is weer aangebroken dat onze visschers zich gereed maken om ter vischvangst uit te varen. Weldra zullen zij de vaderlandsche kusten verlaten, om koers te zetten naar het hooge Noorden, waar zij soms weken lang het gevaar der zee trotseeren, om met hun kostbare last in de thuishaven terug te keeren. Op eenige plaats waar wij al er ten dienste van deze visschers, ziet men velerlei goede werken die aan hen bij het geloof, moeten vertoeven, is Lowestoft, al is het de groote plaats waar de visscherij geschiedt, heeft een van onze predikanten, n.l. Ds. Datema van Delfshaven en Ds. de Gier, dat zij er met hun medegenoten gezorgd hebben. Er wordt de gelegenheid gegeven zich te scholen en een vergadering bij te wonen. Zij hebben een bijzondere belangstelling, en op eenige plaatsen is hun te dien tijd een bijzondere betoning gebleken. Tot dusver werden zij de toestemming van de burgerij gegeven, maar gaan wij met de toestemming van Chr. lectuur verblijd. Het is een werk, waarop wij meenen te moeten wijzen. Daarom verzoeken wij ook de visschers zijn. Daarom verzoeken wij aan de lezers: [1211, 1822, 1461, 2113]
column-1: [190, 179, 420, 2298]
paragraph: 1. Op het vastgestelde uur wordt op gebruikelijke wijze de vergadering geopend namens de roepende kerk (Krimpen a/d Lek) door Ds. Wientjes. De credentialen worden door een commissie nagezien; 2 blijkt, dat al de kerken wettig vertegenwoordigd zijn. Drie kerken hebben te instructies.: [190, 1693, 420, 1790]
fragment-line: Vrouw. Christen-: [75, 1265, 154, 1279]
fragment-line: iddelen, de belang-: [67, 569, 154, 583]
fragment-line: aanmelding moet: [75, 1766, 154, 1780]
dateline: Kebosmen, 13 April 1911.: [190, 478, 307, 492]
